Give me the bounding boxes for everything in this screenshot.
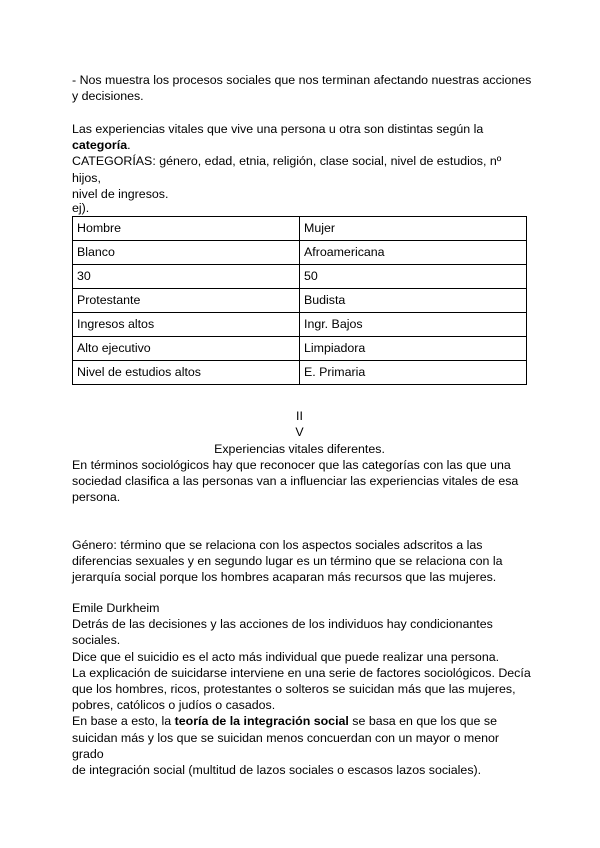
table-row [73, 289, 527, 313]
genero-line: diferencias sexuales y en segundo lugar es un término que se relaciona con la [72, 554, 503, 569]
table-cell: Alto ejecutivo [73, 337, 300, 361]
intro-line: - Nos muestra los procesos sociales que nos terminan afectando nuestras acciones [72, 73, 532, 87]
arrow-caption: Experiencias vitales diferentes. [214, 442, 385, 456]
table-row [73, 361, 527, 385]
genero-paragraph [72, 537, 532, 586]
durkheim-line: que los hombres, ricos, protestantes o solteros se suicidan más que las mujeres, [72, 682, 516, 697]
experiencias-paragraph [72, 121, 532, 202]
durkheim-line [72, 713, 532, 729]
durkheim-line: Dice que el suicidio es el acto más individual que puede realizar una persona. [72, 649, 500, 664]
durkheim-line: de integración social (multitud de lazos sociales o escasos lazos sociales). [72, 763, 482, 778]
durkheim-line: La explicación de suicidarse interviene en una serie de factores sociológicos. Decía [72, 665, 531, 680]
experiencias-line: Las experiencias vitales que vive una persona u otra son distintas según la [72, 122, 484, 136]
table-row [73, 241, 527, 265]
durkheim-line: pobres, católicos o judíos o casados. [72, 698, 276, 713]
table-row [73, 313, 527, 337]
table-cell: Ingr. Bajos [300, 313, 527, 337]
table-cell: Budista [300, 289, 527, 313]
intro-paragraph [72, 72, 532, 104]
arrow-line-2: V [295, 425, 304, 439]
terminos-line: persona. [72, 490, 121, 505]
terminos-paragraph [72, 457, 532, 506]
categorias-line: nivel de ingresos. [72, 186, 169, 201]
teoria-bold: teoría de la integración social [174, 714, 349, 729]
durkheim-line: suicidan más y los que se suicidan menos concuerdan con un mayor o menor grado [72, 730, 500, 761]
table-cell: Limpiadora [300, 337, 527, 361]
period: . [127, 138, 131, 153]
table-row [73, 265, 527, 289]
table-cell: Hombre [73, 217, 300, 241]
arrow-line-1: II [296, 409, 303, 423]
genero-line: jerarquía social porque los hombres acaparan más recursos que las mujeres. [72, 570, 497, 585]
durkheim-line: Detrás de las decisiones y las acciones de los individuos hay condicionantes [72, 617, 493, 632]
table-row [73, 337, 527, 361]
table-cell: Mujer [300, 217, 527, 241]
comparison-table-body [73, 217, 527, 385]
table-cell: 30 [73, 265, 300, 289]
table-cell: E. Primaria [300, 361, 527, 385]
table-cell: Blanco [73, 241, 300, 265]
durkheim-line: sociales. [72, 633, 121, 648]
table-cell: 50 [300, 265, 527, 289]
table-cell: Afroamericana [300, 241, 527, 265]
table-cell: Nivel de estudios altos [73, 361, 300, 385]
table-cell: Protestante [73, 289, 300, 313]
ej-label: ej). [72, 201, 90, 215]
durkheim-title: Emile Durkheim [72, 601, 160, 615]
genero-line: Género: término que se relaciona con los aspectos sociales adscritos a las [72, 538, 483, 552]
comparison-table [72, 216, 527, 385]
text-span: se basa en que los que se [348, 714, 497, 729]
table-row [73, 217, 527, 241]
durkheim-section [72, 600, 532, 778]
categoria-bold: categoría [72, 138, 128, 153]
intro-line: y decisiones. [72, 89, 144, 104]
text-span: En base a esto, la [72, 714, 175, 729]
terminos-line: sociedad clasifica a las personas van a influenciar las experiencias vitales de esa [72, 474, 519, 489]
experiencias-line [72, 137, 532, 153]
terminos-line: En términos sociológicos hay que reconocer que las categorías con las que una [72, 458, 511, 472]
table-cell: Ingresos altos [73, 313, 300, 337]
categorias-line: CATEGORÍAS: género, edad, etnia, religión, clase social, nivel de estudios, nº hijos, [72, 154, 502, 185]
